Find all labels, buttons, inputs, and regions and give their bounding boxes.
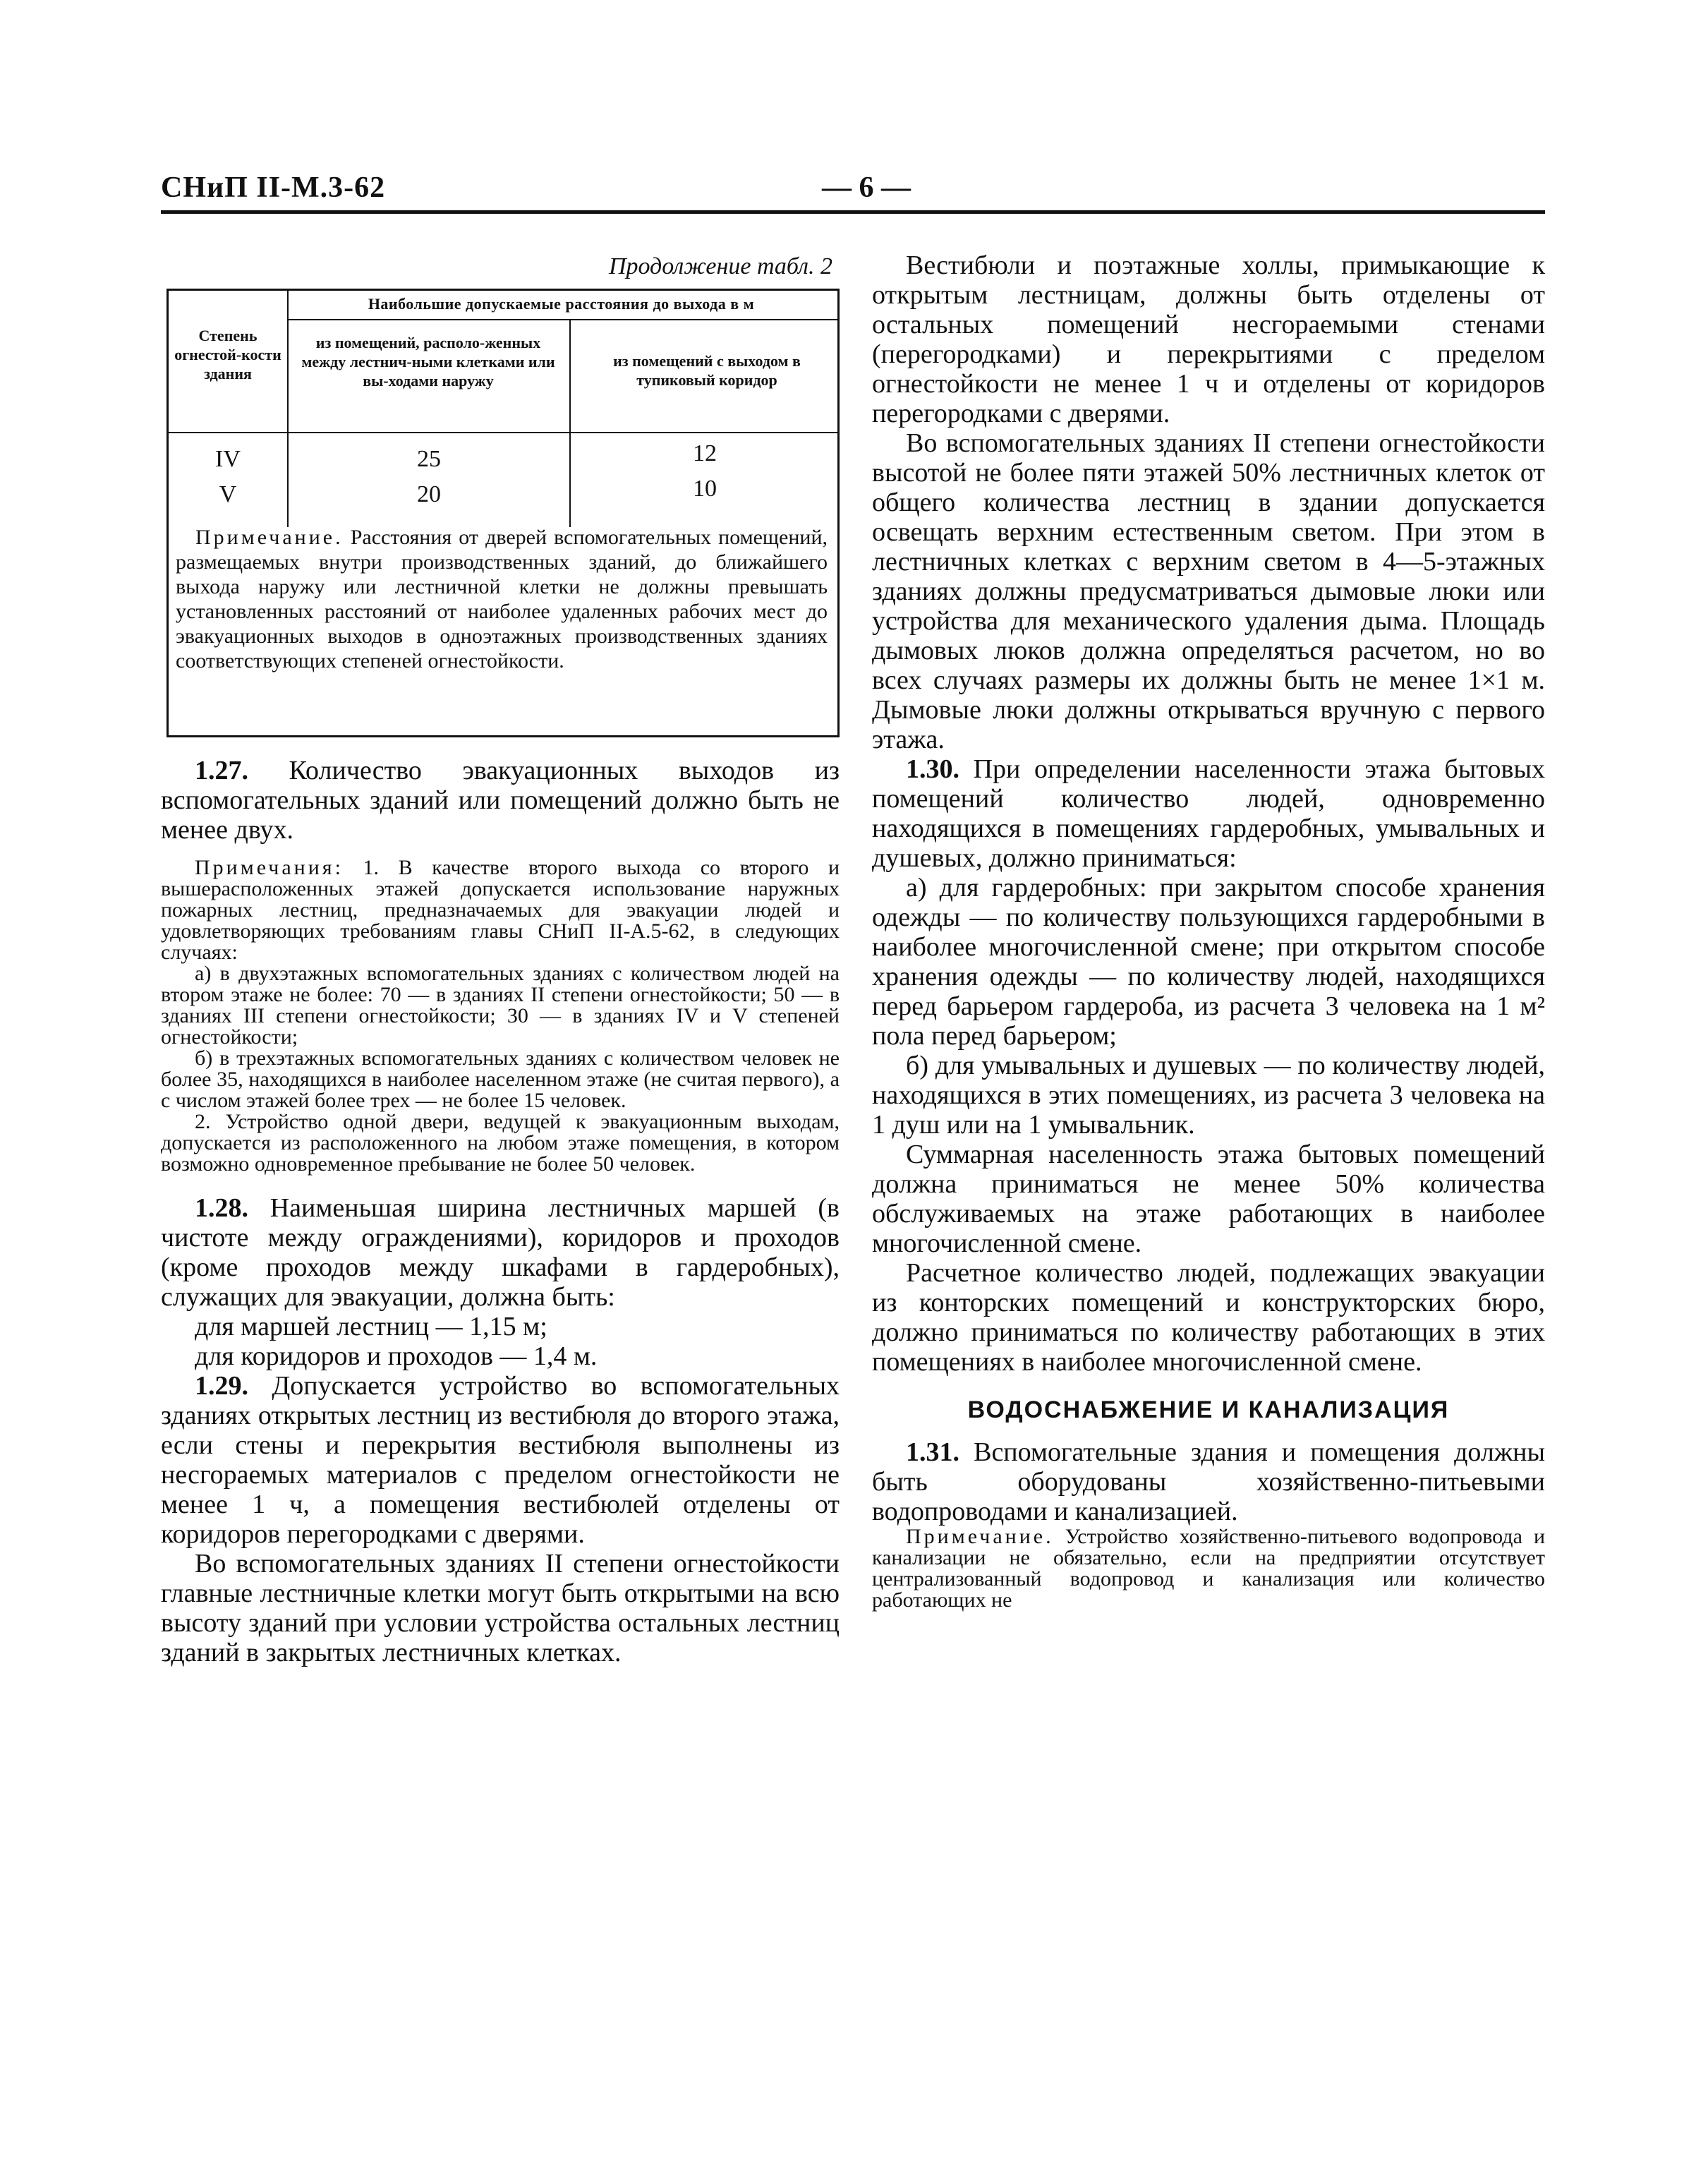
table-note: [176, 525, 828, 673]
paragraph-vestibules: Вестибюли и поэтажные холлы, примыкающие к открытым лестницам, должны быть отделены от остальных помещений несгораемыми стенами (перегородками) и перекрытиями с пределом огнестойкости не менее 1 ч и отделены от коридоров перегородками с дверями.: [872, 250, 1545, 428]
item-a-wardrobes: а) для гардеробных: при закрытом способе хранения одежды — по количеству пользующихся гардеробными в наиболее многочисленной смене; при открытом способе хранения одежды — по количеству людей, находящихся перед барьером гардероба, из расчета 3 человека на 1 м² пола перед барьером;: [872, 873, 1545, 1051]
clause-number: 1.31.: [906, 1437, 959, 1467]
note-1b: б) в трехэтажных вспомогательных зданиях с количеством человек не более 35, находящихся в наиболее населенном этаже (не считая первого), а с числом этажей более трех — не более 15 человек.: [161, 1046, 840, 1112]
clause-text: Количество эвакуационных выходов из вспомогательных зданий или помещений должно быть не менее двух.: [161, 756, 840, 845]
page-number: — 6 —: [822, 171, 911, 204]
table-caption: Продолжение табл. 2: [608, 253, 832, 279]
clause-number: 1.28.: [195, 1193, 248, 1223]
note-2: 2. Устройство одной двери, ведущей к эвакуационным выходам, допускается из расположенного на любом этаже помещения, в котором возможно одновременное пребывание не более 50 человек.: [161, 1110, 840, 1176]
clause-number: 1.27.: [195, 756, 248, 785]
paragraph-1-27: [161, 756, 840, 845]
clause-number: 1.30.: [906, 754, 959, 784]
note-1a: а) в двухэтажных вспомогательных зданиях с количеством людей на втором этаже не более: 70 — в зданиях II степени огнестойкости; 50 — в зданиях III степени огнестойкости; 30 — в зданиях IV и V степеней огнестойкости;: [161, 962, 840, 1049]
clause-number: 1.29.: [195, 1371, 248, 1401]
width-corridors: для коридоров и проходов — 1,4 м.: [195, 1341, 598, 1371]
clause-text: При определении населенности этажа бытовых помещений количество людей, одновременно находящихся в помещениях гардеробных, умывальных и душевых, должно приниматься:: [872, 754, 1546, 873]
table-cell-col1: 20: [417, 481, 441, 507]
paragraph-1-30: [872, 754, 1545, 873]
clause-text: Допускается устройство во вспомогательных зданиях открытых лестниц из вестибюля до второго этажа, если стены и перекрытия вестибюля выполнены из несгораемых материалов с пределом огнестойкости не менее 1 ч, а помещения вестибюлей отделены от коридоров перегородками с дверями.: [161, 1371, 840, 1549]
document-code: СНиП II-М.3-62: [161, 171, 386, 204]
table-header-col1: из помещений, располо-женных между лестнич-ными клетками или вы-ходами наружу: [301, 334, 555, 390]
table-header-degree: Степень огнестой-кости здания: [174, 327, 281, 382]
paragraph-calc-occupancy: Расчетное количество людей, подлежащих эвакуации из конторских помещений и конструкторских бюро, должно приниматься по количеству работающих в этих помещениях в наиболее многочисленной смене.: [872, 1258, 1545, 1377]
paragraph-total-occupancy: Суммарная населенность этажа бытовых помещений должна приниматься не менее 50% количества обслуживаемых на этаже работающих в наиболее многочисленной смене.: [872, 1140, 1545, 1258]
width-stairs: для маршей лестниц — 1,15 м;: [195, 1312, 547, 1341]
table-cell-col1: 25: [417, 446, 441, 472]
note-1: 1. В качестве второго выхода со второго и вышерасположенных этажей допускается использование наружных пожарных лестниц, предназначаемых для эвакуации людей и удовлетворяющих требованиям главы СНиП II-А.5-62, в следующих случаях:: [161, 856, 840, 964]
table-note-text: Расстояния от дверей вспомогательных помещений, размещаемых внутри производственных зданий, до ближайшего выхода наружу или лестничной клетки не должны превышать установленных расстояний от наиболее удаленных рабочих мест до эвакуационных выходов в одноэтажных производственных зданиях соответствующих степеней огнестойкости.: [176, 526, 828, 672]
page-header: [161, 164, 1545, 213]
notes-label: Примечания:: [195, 856, 344, 879]
left-column: [161, 250, 840, 1667]
table-cell-degree: V: [219, 481, 237, 507]
table-header-main: Наибольшие допускаемые расстояния до выхода в м: [368, 295, 755, 313]
note-label: Примечание.: [906, 1525, 1054, 1548]
paragraph-1-29-cont: Во вспомогательных зданиях II степени огнестойкости главные лестничные клетки могут быть открытыми на всю высоту зданий при условии устройства остальных лестниц зданий в закрытых лестничных клетках.: [161, 1549, 840, 1667]
paragraph-1-29: [161, 1371, 840, 1549]
table-divider: [169, 432, 837, 433]
clause-text: Наименьшая ширина лестничных маршей (в чистоте между ограждениями), коридоров и проходов (кроме проходов между шкафами в гардеробных), служащих для эвакуации, должна быть:: [161, 1193, 840, 1312]
notes-block: [161, 857, 840, 963]
paragraph-1-28: [161, 1193, 840, 1312]
table-cell-col2: 12: [693, 440, 717, 466]
distance-table: [166, 289, 840, 737]
table-divider: [287, 319, 837, 320]
table-header-col2: из помещений с выходом в тупиковый коридор: [613, 352, 801, 389]
right-column: [872, 250, 1545, 1611]
paragraph-aux-buildings: Во вспомогательных зданиях II степени огнестойкости высотой не более пяти этажей 50% лестничных клеток от общего количества лестниц в здании допускается освещать верхним естественным светом. При этом в лестничных клетках с верхним светом в 4—5-этажных зданиях должны предусматриваться дымовые люки или устройства для механического удаления дыма. Площадь дымовых люков должна определяться расчетом, но во всех случаях размеры их должны быть не менее 1×1 м. Дымовые люки должны открываться вручную с первого этажа.: [872, 428, 1545, 754]
note-text: Устройство хозяйственно-питьевого водопровода и канализации не обязательно, если на предприятии отсутствует централизованный водопровод и канализация или количество работающих не: [872, 1525, 1545, 1612]
table-cell-col2: 10: [693, 476, 717, 502]
table-cell-degree: IV: [215, 446, 241, 472]
clause-text: Вспомогательные здания и помещения должны быть оборудованы хозяйственно-питьевыми водопроводами и канализацией.: [872, 1437, 1546, 1526]
note-1-31: [872, 1526, 1545, 1611]
header-rule: [161, 210, 1545, 214]
paragraph-1-31: [872, 1437, 1545, 1526]
table-note-label: Примечание.: [195, 526, 344, 549]
item-b-washrooms: б) для умывальных и душевых — по количеству людей, находящихся в этих помещениях, из расчета 3 человека на 1 душ или на 1 умывальник.: [872, 1051, 1545, 1140]
section-title: ВОДОСНАБЖЕНИЕ И КАНАЛИЗАЦИЯ: [967, 1396, 1450, 1423]
